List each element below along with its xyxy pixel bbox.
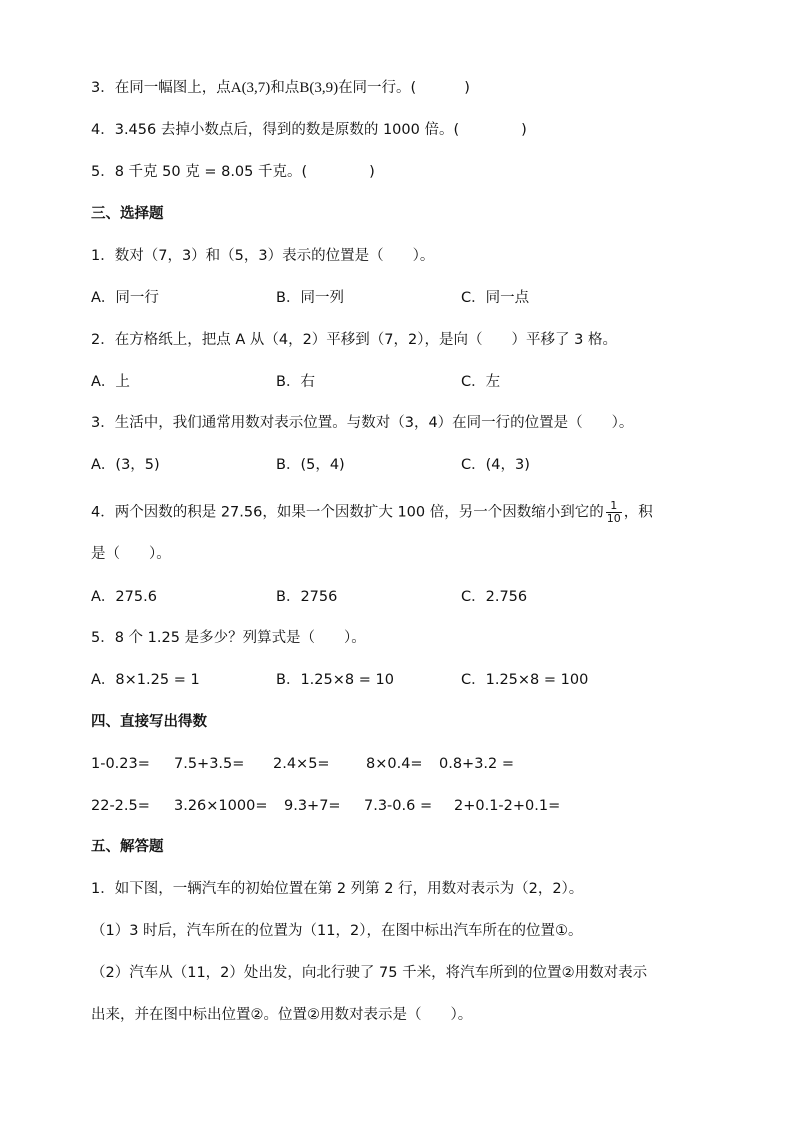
calc-item: 2.4×5= bbox=[273, 756, 330, 772]
calc-item: 8×0.4= bbox=[366, 756, 423, 772]
point-a: A(3,7) bbox=[230, 80, 271, 96]
judge-q5-close: ) bbox=[369, 164, 375, 180]
section3-title: 三、选择题 bbox=[91, 206, 164, 222]
choice-q4-line2: 是（ ）。 bbox=[91, 546, 171, 562]
choice-q5-text: 5．8 个 1.25 是多少？列算式是（ ）。 bbox=[91, 630, 366, 646]
choice-q1-option-b[interactable]: B．同一列 bbox=[276, 290, 344, 306]
judge-q3 bbox=[91, 78, 470, 98]
calc-item: 9.3+7= bbox=[284, 798, 341, 814]
choice-q5-option-c[interactable]: C．1.25×8 = 100 bbox=[461, 672, 589, 688]
choice-q2-option-c[interactable]: C．左 bbox=[461, 374, 501, 390]
fraction-one-tenth bbox=[606, 500, 622, 525]
calc-item: 0.8+3.2 = bbox=[439, 756, 515, 772]
fraction-numerator: 1 bbox=[606, 500, 622, 513]
section5-title: 五、解答题 bbox=[91, 839, 164, 855]
answer-q1-text: 1．如下图，一辆汽车的初始位置在第 2 列第 2 行，用数对表示为（2，2）。 bbox=[91, 881, 584, 897]
judge-q3-close: ) bbox=[464, 80, 470, 96]
choice-q3-option-b[interactable]: B．(5，4) bbox=[276, 457, 345, 473]
section4-title: 四、直接写出得数 bbox=[91, 714, 207, 730]
calc-item: 22-2.5= bbox=[91, 798, 150, 814]
answer-q1-part1: （1）3 时后，汽车所在的位置为（11，2），在图中标出汽车所在的位置①。 bbox=[91, 923, 583, 939]
choice-q1-text: 1．数对（7，3）和（5，3）表示的位置是（ ）。 bbox=[91, 248, 435, 264]
fraction-denominator: 10 bbox=[606, 512, 621, 525]
choice-q4-option-a[interactable]: A．275.6 bbox=[91, 589, 157, 605]
choice-q4-pre: 4．两个因数的积是 27.56，如果一个因数扩大 100 倍，另一个因数缩小到它的 bbox=[91, 504, 604, 521]
choice-q2-option-b[interactable]: B．右 bbox=[276, 374, 315, 390]
answer-q1-part2-cont: 出来，并在图中标出位置②。位置②用数对表示是（ ）。 bbox=[91, 1007, 473, 1023]
choice-q4-post: ，积 bbox=[623, 504, 653, 521]
choice-q2-text: 2．在方格纸上，把点 A 从（4，2）平移到（7，2），是向（ ）平移了 3 格。 bbox=[91, 332, 617, 348]
judge-q3-post: 在同一行。( bbox=[338, 80, 417, 96]
judge-q4-pre: 4．3.456 去掉小数点后，得到的数是原数的 1000 倍。( bbox=[91, 122, 460, 138]
calc-item: 1-0.23= bbox=[91, 756, 150, 772]
choice-q3-option-a[interactable]: A．(3，5) bbox=[91, 457, 160, 473]
choice-q4-option-c[interactable]: C．2.756 bbox=[461, 589, 528, 605]
calc-item: 7.5+3.5= bbox=[174, 756, 245, 772]
choice-q5-option-b[interactable]: B．1.25×8 = 10 bbox=[276, 672, 394, 688]
calc-item: 7.3-0.6 = bbox=[364, 798, 433, 814]
judge-q3-pre: 3．在同一幅图上，点 bbox=[91, 80, 231, 96]
answer-q1-part2: （2）汽车从（11，2）处出发，向北行驶了 75 千米，将汽车所到的位置②用数对表示 bbox=[91, 965, 648, 981]
judge-q3-mid: 和点 bbox=[270, 80, 300, 96]
choice-q3-text: 3．生活中，我们通常用数对表示位置。与数对（3，4）在同一行的位置是（ ）。 bbox=[91, 415, 634, 431]
choice-q1-option-c[interactable]: C．同一点 bbox=[461, 290, 530, 306]
calc-item: 2+0.1-2+0.1= bbox=[454, 798, 561, 814]
choice-q3-option-c[interactable]: C．(4，3) bbox=[461, 457, 530, 473]
judge-q5-pre: 5．8 千克 50 克 = 8.05 千克。( bbox=[91, 164, 308, 180]
point-b: B(3,9) bbox=[299, 80, 339, 96]
choice-q5-option-a[interactable]: A．8×1.25 = 1 bbox=[91, 672, 200, 688]
choice-q4-option-b[interactable]: B．2756 bbox=[276, 589, 338, 605]
judge-q5 bbox=[91, 162, 375, 182]
choice-q1-option-a[interactable]: A．同一行 bbox=[91, 290, 159, 306]
calc-item: 3.26×1000= bbox=[174, 798, 268, 814]
judge-q4-close: ) bbox=[521, 122, 527, 138]
judge-q4 bbox=[91, 120, 527, 140]
choice-q4-text bbox=[91, 500, 653, 525]
choice-q2-option-a[interactable]: A．上 bbox=[91, 374, 130, 390]
